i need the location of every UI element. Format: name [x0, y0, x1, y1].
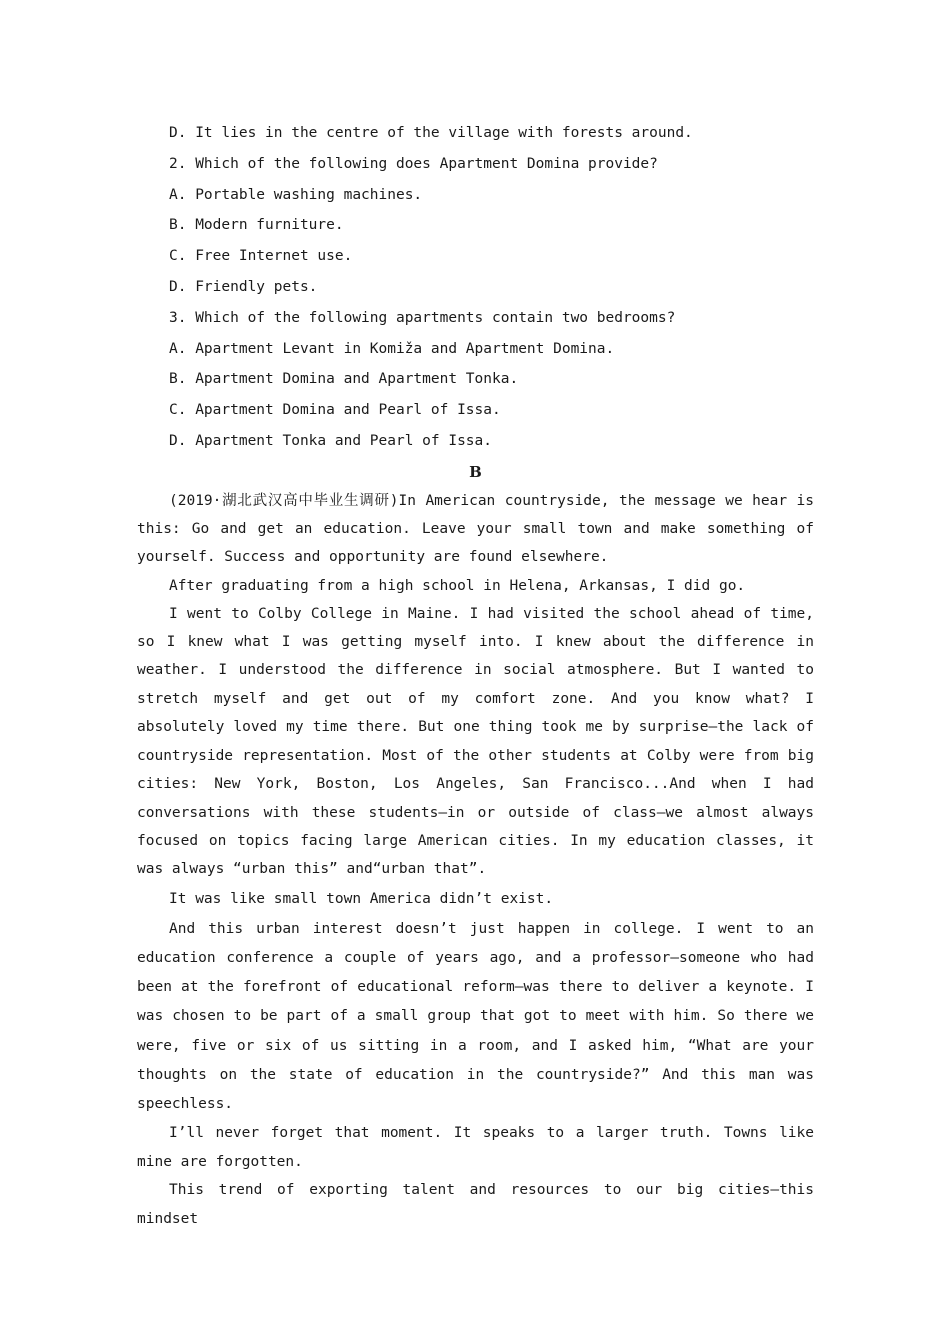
option-line: B. Modern furniture. — [169, 217, 344, 234]
page-content — [137, 118, 814, 1234]
option-line: D. It lies in the centre of the village with forests around. — [169, 125, 693, 141]
option-line: A. Portable washing machines. — [169, 186, 423, 203]
question-options — [137, 118, 814, 457]
passage-paragraph-conference: And this urban interest doesn’t just happen in college. I went to an education conference a couple of years ago, and a professor—someone who had been at the forefront of educational reform—was there to deliver a keynote. I was chosen to be part of a small group that got to meet with him. So there we were, five or six of us sitting in a room, and I asked him, “What are your thoughts on the state of education in the countryside?” And this man was speechless. — [137, 920, 814, 1112]
question-line: 3. Which of the following apartments contain two bedrooms? — [169, 309, 676, 326]
section-heading: B — [469, 462, 482, 481]
option-line: A. Apartment Levant in Komižа and Apartment Domina. — [169, 340, 615, 357]
question-line: 2. Which of the following does Apartment Domina provide? — [169, 155, 658, 172]
passage-paragraph-forget: I’ll never forget that moment. It speaks to a larger truth. Towns like mine are forgotten. — [137, 1125, 814, 1170]
passage-paragraph-intro: (2019·湖北武汉高中毕业生调研)In American countryside, the message we hear is this: Go and get an education. Leave your small town and make something of yourself. Success and opportunity are found elsewhere. — [137, 492, 814, 566]
option-line: D. Friendly pets. — [169, 278, 318, 295]
option-line: C. Free Internet use. — [169, 248, 353, 265]
passage-paragraph-colby: I went to Colby College in Maine. I had visited the school ahead of time, so I knew what I was getting myself into. I knew about the difference in weather. I understood the difference in social atmosphere. But I wanted to stretch myself and get out of my comfort zone. And you know what? I absolutely loved my time there. But one thing took me by surprise—the lack of countryside representation. Most of the other students at Colby were from big cities: New York, Boston, Los Angeles, San Francisco...And when I had conversations with these students—in or outside of class—we almost always focused on topics facing large American cities. In my education classes, it was always “urban this” and“urban that”. — [137, 605, 814, 878]
passage-paragraph-exist: It was like small town America didn’t exist. — [169, 890, 554, 907]
passage-paragraph-helena: After graduating from a high school in Helena, Arkansas, I did go. — [169, 577, 746, 594]
option-line: C. Apartment Domina and Pearl of Issa. — [169, 402, 501, 419]
option-line: B. Apartment Domina and Apartment Tonka. — [169, 371, 519, 388]
option-line: D. Apartment Tonka and Pearl of Issa. — [169, 432, 493, 449]
passage-paragraph-trend: This trend of exporting talent and resources to our big cities—this mindset — [137, 1182, 814, 1228]
